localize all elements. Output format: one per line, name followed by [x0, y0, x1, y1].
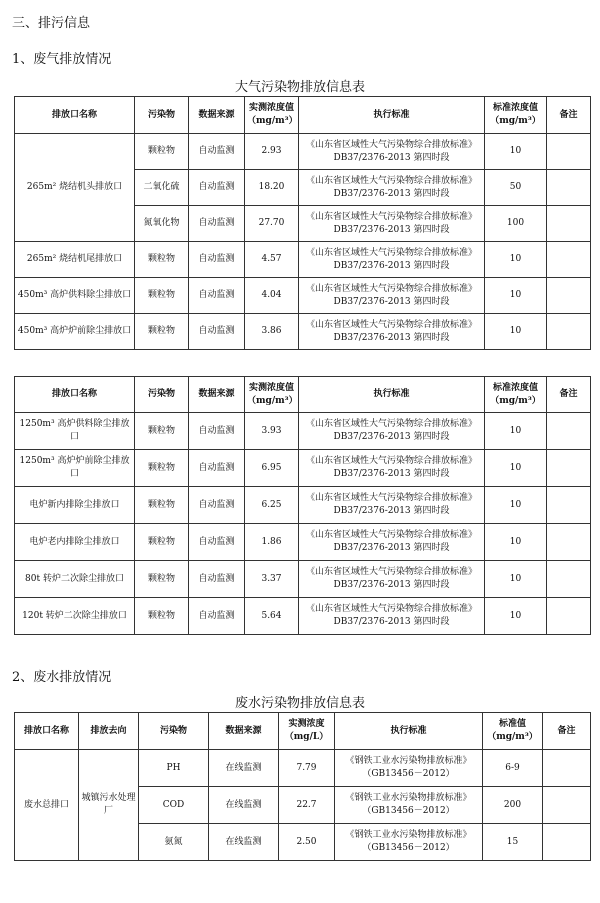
header-limit: 标准值（mg/m³）: [483, 713, 543, 750]
source-cell: 自动监测: [189, 561, 245, 598]
header-destination: 排放去向: [79, 713, 139, 750]
measured-cell: 2.50: [279, 824, 335, 861]
standard-cell: 《山东省区域性大气污染物综合排放标准》DB37/2376-2013 第四时段: [299, 242, 485, 278]
note-cell: [547, 561, 591, 598]
outlet-cell: 80t 转炉二次除尘排放口: [15, 561, 135, 598]
pollutant-cell: 二氧化硫: [135, 170, 189, 206]
limit-cell: 50: [485, 170, 547, 206]
header-note: 备注: [543, 713, 591, 750]
table-row: [15, 598, 591, 635]
source-cell: 在线监测: [209, 824, 279, 861]
section-title: 三、排污信息: [12, 16, 91, 31]
pollutant-cell: PH: [139, 750, 209, 787]
pollutant-cell: 颗粒物: [135, 413, 189, 450]
source-cell: 自动监测: [189, 206, 245, 242]
outlet-cell: 1250m³ 高炉供料除尘排放口: [15, 413, 135, 450]
source-cell: 自动监测: [189, 242, 245, 278]
measured-cell: 22.7: [279, 787, 335, 824]
header-source: 数据来源: [189, 377, 245, 413]
header-standard: 执行标准: [299, 377, 485, 413]
standard-cell: 《钢铁工业水污染物排放标准》（GB13456－2012）: [335, 824, 483, 861]
header-standard: 执行标准: [335, 713, 483, 750]
table-row: [15, 750, 591, 787]
source-cell: 自动监测: [189, 598, 245, 635]
limit-cell: 10: [485, 278, 547, 314]
source-cell: 在线监测: [209, 750, 279, 787]
pollutant-cell: 氨氮: [139, 824, 209, 861]
header-pollutant: 污染物: [135, 97, 189, 134]
header-outlet: 排放口名称: [15, 377, 135, 413]
note-cell: [543, 750, 591, 787]
limit-cell: 10: [485, 134, 547, 170]
limit-cell: 10: [485, 524, 547, 561]
air-table-caption: 大气污染物排放信息表: [234, 80, 365, 95]
standard-cell: 《山东省区域性大气污染物综合排放标准》DB37/2376-2013 第四时段: [299, 206, 485, 242]
outlet-cell: 电炉新内排除尘排放口: [15, 487, 135, 524]
standard-cell: 《山东省区域性大气污染物综合排放标准》DB37/2376-2013 第四时段: [299, 598, 485, 635]
pollutant-cell: 颗粒物: [135, 134, 189, 170]
measured-cell: 4.04: [245, 278, 299, 314]
source-cell: 自动监测: [189, 134, 245, 170]
measured-cell: 2.93: [245, 134, 299, 170]
note-cell: [543, 787, 591, 824]
limit-cell: 15: [483, 824, 543, 861]
note-cell: [547, 314, 591, 350]
note-cell: [547, 487, 591, 524]
water-table-caption: 废水污染物排放信息表: [234, 696, 365, 711]
header-measured: 实测浓度（mg/L）: [279, 713, 335, 750]
measured-cell: 5.64: [245, 598, 299, 635]
source-cell: 自动监测: [189, 170, 245, 206]
measured-cell: 27.70: [245, 206, 299, 242]
measured-cell: 3.86: [245, 314, 299, 350]
measured-cell: 1.86: [245, 524, 299, 561]
measured-cell: 3.93: [245, 413, 299, 450]
limit-cell: 10: [485, 314, 547, 350]
source-cell: 自动监测: [189, 524, 245, 561]
header-note: 备注: [547, 377, 591, 413]
measured-cell: 6.95: [245, 450, 299, 487]
standard-cell: 《山东省区域性大气污染物综合排放标准》DB37/2376-2013 第四时段: [299, 450, 485, 487]
outlet-cell: 450m³ 高炉炉前除尘排放口: [15, 314, 135, 350]
limit-cell: 10: [485, 242, 547, 278]
limit-cell: 10: [485, 487, 547, 524]
table-row: [15, 314, 591, 350]
table-row: [15, 561, 591, 598]
limit-cell: 10: [485, 413, 547, 450]
source-cell: 自动监测: [189, 450, 245, 487]
outlet-cell: 1250m³ 高炉炉前除尘排放口: [15, 450, 135, 487]
limit-cell: 10: [485, 450, 547, 487]
measured-cell: 4.57: [245, 242, 299, 278]
source-cell: 自动监测: [189, 278, 245, 314]
standard-cell: 《山东省区域性大气污染物综合排放标准》DB37/2376-2013 第四时段: [299, 170, 485, 206]
header-standard: 执行标准: [299, 97, 485, 134]
table-row: [15, 242, 591, 278]
destination-cell: 城镇污水处理厂: [79, 750, 139, 861]
header-source: 数据来源: [189, 97, 245, 134]
note-cell: [547, 524, 591, 561]
standard-cell: 《山东省区域性大气污染物综合排放标准》DB37/2376-2013 第四时段: [299, 561, 485, 598]
header-limit: 标准浓度值（mg/m³）: [485, 97, 547, 134]
limit-cell: 100: [485, 206, 547, 242]
limit-cell: 10: [485, 561, 547, 598]
table-row: [15, 487, 591, 524]
header-outlet: 排放口名称: [15, 713, 79, 750]
table-row: [15, 278, 591, 314]
outlet-cell: 265m² 烧结机尾排放口: [15, 242, 135, 278]
standard-cell: 《山东省区域性大气污染物综合排放标准》DB37/2376-2013 第四时段: [299, 278, 485, 314]
header-source: 数据来源: [209, 713, 279, 750]
source-cell: 自动监测: [189, 487, 245, 524]
header-pollutant: 污染物: [135, 377, 189, 413]
source-cell: 自动监测: [189, 413, 245, 450]
standard-cell: 《钢铁工业水污染物排放标准》（GB13456－2012）: [335, 787, 483, 824]
measured-cell: 18.20: [245, 170, 299, 206]
air-subsection-title: 1、废气排放情况: [12, 52, 112, 67]
note-cell: [547, 242, 591, 278]
note-cell: [547, 450, 591, 487]
pollutant-cell: COD: [139, 787, 209, 824]
pollutant-cell: 颗粒物: [135, 598, 189, 635]
measured-cell: 7.79: [279, 750, 335, 787]
pollutant-cell: 氮氧化物: [135, 206, 189, 242]
standard-cell: 《山东省区域性大气污染物综合排放标准》DB37/2376-2013 第四时段: [299, 487, 485, 524]
standard-cell: 《山东省区域性大气污染物综合排放标准》DB37/2376-2013 第四时段: [299, 314, 485, 350]
note-cell: [543, 824, 591, 861]
limit-cell: 200: [483, 787, 543, 824]
header-note: 备注: [547, 97, 591, 134]
limit-cell: 6-9: [483, 750, 543, 787]
note-cell: [547, 134, 591, 170]
outlet-cell: 265m² 烧结机头排放口: [15, 134, 135, 242]
outlet-cell: 废水总排口: [15, 750, 79, 861]
outlet-cell: 120t 转炉二次除尘排放口: [15, 598, 135, 635]
note-cell: [547, 170, 591, 206]
note-cell: [547, 278, 591, 314]
header-measured: 实测浓度值（mg/m³）: [245, 377, 299, 413]
standard-cell: 《山东省区域性大气污染物综合排放标准》DB37/2376-2013 第四时段: [299, 413, 485, 450]
note-cell: [547, 206, 591, 242]
header-measured: 实测浓度值（mg/m³）: [245, 97, 299, 134]
measured-cell: 3.37: [245, 561, 299, 598]
air-emission-table-1: [14, 96, 591, 350]
pollutant-cell: 颗粒物: [135, 278, 189, 314]
water-emission-table: [14, 712, 591, 861]
header-outlet: 排放口名称: [15, 97, 135, 134]
pollutant-cell: 颗粒物: [135, 524, 189, 561]
header-pollutant: 污染物: [139, 713, 209, 750]
table-row: [15, 134, 591, 170]
air-emission-table-2: [14, 376, 591, 635]
table-row: [15, 524, 591, 561]
note-cell: [547, 413, 591, 450]
standard-cell: 《山东省区域性大气污染物综合排放标准》DB37/2376-2013 第四时段: [299, 134, 485, 170]
pollutant-cell: 颗粒物: [135, 561, 189, 598]
pollutant-cell: 颗粒物: [135, 314, 189, 350]
limit-cell: 10: [485, 598, 547, 635]
measured-cell: 6.25: [245, 487, 299, 524]
note-cell: [547, 598, 591, 635]
table-row: [15, 450, 591, 487]
source-cell: 在线监测: [209, 787, 279, 824]
table-row: [15, 413, 591, 450]
standard-cell: 《钢铁工业水污染物排放标准》（GB13456－2012）: [335, 750, 483, 787]
pollutant-cell: 颗粒物: [135, 487, 189, 524]
header-limit: 标准浓度值（mg/m³）: [485, 377, 547, 413]
outlet-cell: 电炉老内排除尘排放口: [15, 524, 135, 561]
source-cell: 自动监测: [189, 314, 245, 350]
water-subsection-title: 2、废水排放情况: [12, 670, 112, 685]
outlet-cell: 450m³ 高炉供料除尘排放口: [15, 278, 135, 314]
standard-cell: 《山东省区域性大气污染物综合排放标准》DB37/2376-2013 第四时段: [299, 524, 485, 561]
pollutant-cell: 颗粒物: [135, 242, 189, 278]
pollutant-cell: 颗粒物: [135, 450, 189, 487]
